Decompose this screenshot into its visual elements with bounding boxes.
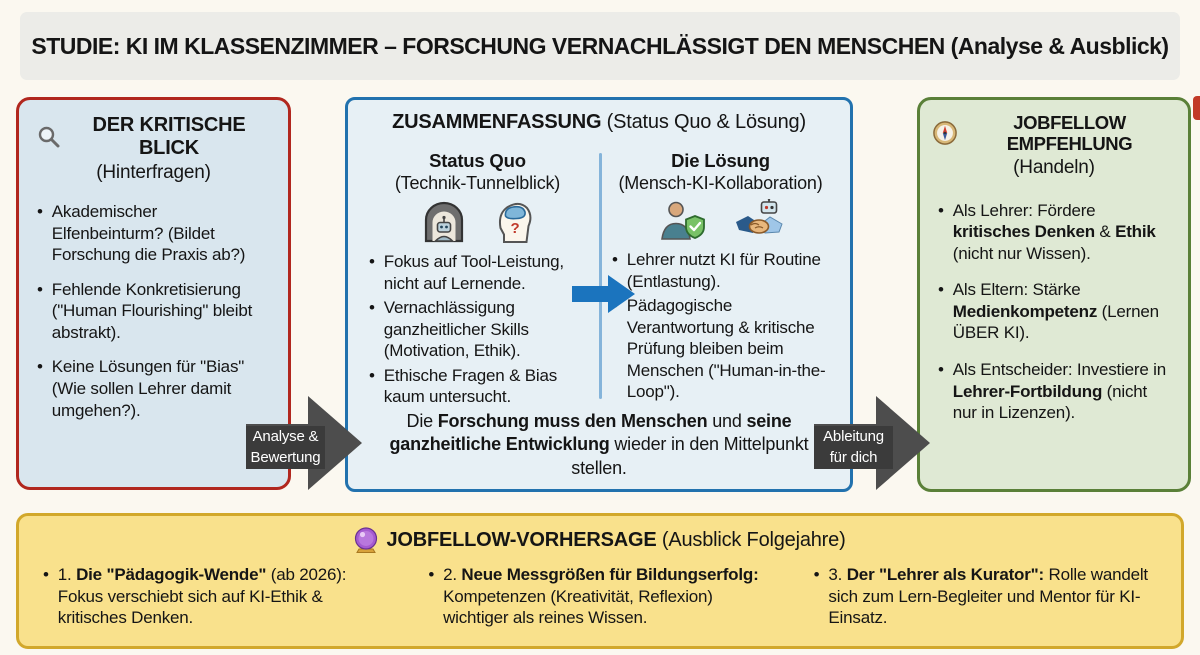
- prediction-box-title-row: [19, 527, 1181, 553]
- bullet-text: Pädagogische Verantwortung & kritische Prüfung bleiben beim Menschen ("Human-in-the-Loop").: [626, 296, 826, 402]
- bullet-marker: •: [43, 565, 49, 584]
- bullet-text: 1. Die "Pädagogik-Wende" (ab 2026): Fokus verschiebt sich auf KI-Ethik & kritisches Denken.: [57, 565, 347, 628]
- list-item: [369, 251, 586, 294]
- prediction-title-text: [386, 529, 845, 552]
- list-item: [428, 564, 771, 629]
- bullet-marker: •: [938, 200, 944, 220]
- bullet-text: Lehrer nutzt KI für Routine (Entlastung).: [626, 250, 821, 291]
- list-item: [37, 201, 270, 266]
- human-robot-handshake-icon: [735, 199, 783, 241]
- teacher-shield-icon: [659, 199, 707, 241]
- status-quo-column: [356, 150, 599, 407]
- critical-bullet-list: [37, 201, 270, 421]
- magnifier-icon: [37, 125, 61, 149]
- arrow-label-line: Ableitung: [823, 428, 884, 446]
- svg-text:?: ?: [510, 220, 519, 237]
- arrow-label-line: Analyse &: [252, 428, 319, 446]
- prediction-title-bold: JOBFELLOW-VORHERSAGE: [386, 528, 657, 551]
- bullet-marker: •: [37, 357, 43, 377]
- critical-box-subtitle: (Hinterfragen): [96, 162, 211, 183]
- analyse-bewertung-arrow: [246, 394, 362, 492]
- list-item: [814, 564, 1157, 629]
- list-item: [938, 200, 1170, 265]
- loesung-icons: [612, 199, 829, 241]
- status-quo-icons: [369, 199, 586, 243]
- recommendation-bullet-list: [933, 200, 1175, 424]
- analyse-arrow-label: [246, 426, 325, 469]
- list-item: [369, 297, 586, 362]
- bullet-marker: •: [369, 252, 375, 271]
- status-quo-to-loesung-arrow: [572, 274, 636, 314]
- recommendation-box-title: JOBFELLOW EMPFEHLUNG: [1006, 112, 1133, 155]
- bullet-marker: •: [369, 298, 375, 318]
- bullet-marker: •: [612, 250, 618, 269]
- status-quo-subheading: (Technik-Tunnelblick): [394, 173, 561, 193]
- bullet-marker: •: [37, 279, 43, 299]
- prediction-title-rest: (Ausblick Folgejahre): [656, 528, 846, 551]
- list-item: [612, 295, 829, 403]
- list-item: [37, 279, 270, 344]
- status-quo-bullet-list: [369, 251, 586, 408]
- ableitung-arrow-label: [814, 426, 893, 469]
- bullet-text: 3. Der "Lehrer als Kurator": Rolle wandelt sich zum Lern-Begleiter und Mentor für KI-Einsatz.: [828, 565, 1148, 628]
- recommendation-box-subtitle: (Handeln): [1013, 156, 1095, 178]
- bullet-text: Ethische Fragen & Bias kaum untersucht.: [383, 365, 558, 407]
- bullet-text: Keine Lösungen für "Bias" (Wie sollen Lehrer damit umgehen?).: [51, 357, 245, 420]
- arrow-label-line: für dich: [829, 448, 878, 466]
- bullet-text: Als Entscheider: Investiere in Lehrer-Fortbildung (nicht nur in Lizenzen).: [952, 360, 1166, 423]
- list-item: [612, 249, 829, 292]
- summary-title-bold: ZUSAMMENFASSUNG: [392, 111, 602, 133]
- prediction-box: [16, 513, 1184, 649]
- bullet-marker: •: [369, 365, 375, 385]
- arrow-label-line: Bewertung: [250, 448, 321, 466]
- crystal-ball-icon: [354, 527, 378, 553]
- critical-box-title: DER KRITISCHE BLICK: [92, 114, 246, 159]
- robot-tunnel-icon: [422, 199, 466, 243]
- bullet-text: Akademischer Elfenbeinturm? (Bildet Forschung die Praxis ab?): [51, 202, 246, 265]
- recommendation-box-title-row: [933, 112, 1175, 155]
- bullet-marker: •: [37, 202, 43, 221]
- compass-icon: [933, 121, 957, 145]
- list-item: [369, 365, 586, 408]
- bullet-marker: •: [938, 280, 944, 300]
- bullet-text: Vernachlässigung ganzheitlicher Skills (Motivation, Ethik).: [383, 298, 529, 361]
- bullet-marker: •: [938, 360, 944, 379]
- page-title: STUDIE: KI IM KLASSENZIMMER – FORSCHUNG VERNACHLÄSSIGT DEN MENSCHEN (Analyse & Ausblick): [20, 12, 1180, 80]
- critical-box-title-row: [37, 114, 270, 160]
- bullet-marker: •: [428, 565, 435, 584]
- loesung-bullet-list: [612, 249, 829, 403]
- brain-question-icon: [494, 199, 534, 243]
- summary-footer: Die Forschung muss den Menschen und seine ganzheitliche Entwicklung wieder in den Mittelpunkt stellen.: [389, 410, 809, 478]
- bullet-text: Als Lehrer: Fördere kritisches Denken & Ethik (nicht nur Wissen).: [952, 200, 1156, 263]
- bullet-marker: •: [813, 565, 820, 584]
- status-quo-heading: Status Quo: [429, 150, 526, 171]
- summary-title-rest: (Status Quo & Lösung): [601, 111, 806, 133]
- bullet-text: Fokus auf Tool-Leistung, nicht auf Lernende.: [383, 252, 564, 293]
- loesung-subheading: (Mensch-KI-Kollaboration): [618, 173, 823, 193]
- list-item: [43, 564, 386, 629]
- summary-box-title: [348, 111, 850, 134]
- list-item: [938, 359, 1170, 424]
- recommendation-box: [917, 97, 1191, 492]
- list-item: [938, 279, 1170, 344]
- ableitung-arrow: [814, 394, 930, 492]
- bullet-text: Als Eltern: Stärke Medienkompetenz (Lernen ÜBER KI).: [952, 280, 1159, 343]
- prediction-columns: [19, 553, 1181, 629]
- loesung-heading: Die Lösung: [671, 150, 770, 171]
- bullet-text: 2. Neue Messgrößen für Bildungserfolg: Kompetenzen (Kreativität, Reflexion) wichtiger als reines Wissen.: [443, 565, 759, 628]
- bullet-text: Fehlende Konkretisierung ("Human Flourishing" bleibt abstrakt).: [51, 279, 253, 342]
- list-item: [37, 356, 270, 421]
- clipped-red-marker: [1193, 96, 1200, 120]
- summary-box: [345, 97, 853, 492]
